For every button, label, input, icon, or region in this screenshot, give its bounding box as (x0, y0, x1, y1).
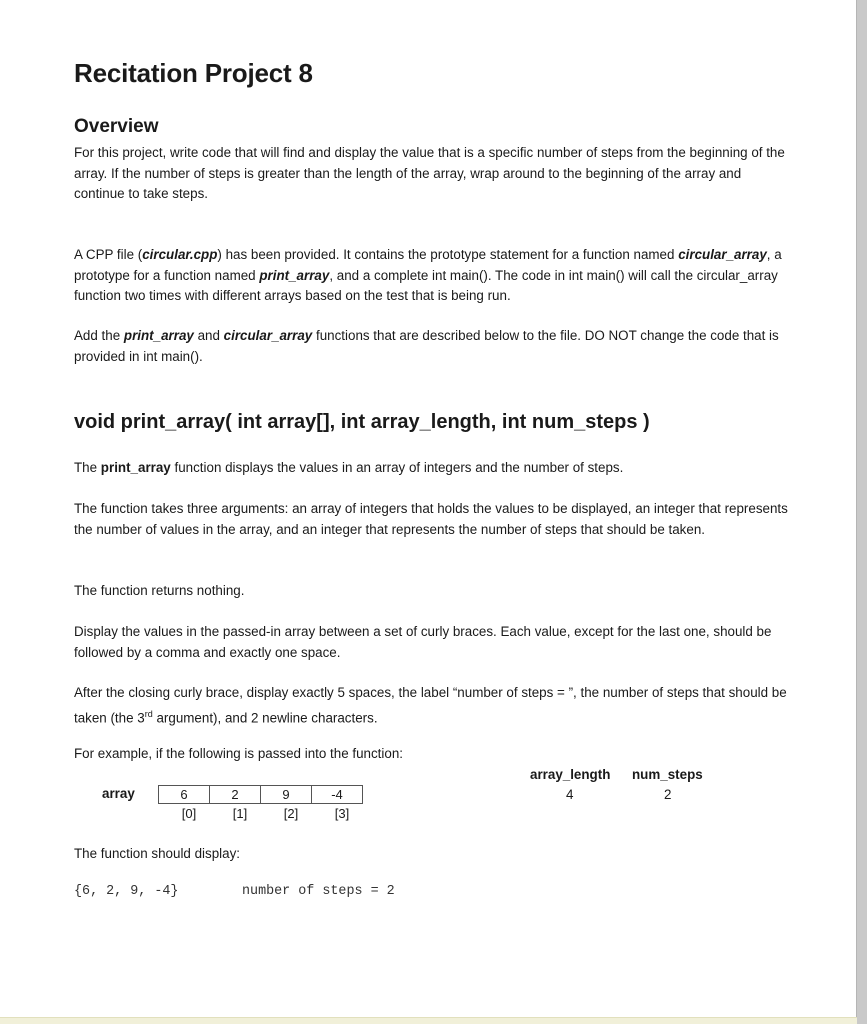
example-intro: For example, if the following is passed into the function: (74, 746, 403, 761)
array-label: array (102, 786, 135, 801)
scrollbar[interactable] (856, 0, 867, 1024)
array-length-value: 4 (566, 787, 574, 802)
array-cell: 9 (261, 786, 312, 804)
overview-paragraph: For this project, write code that will find and display the value that is a specific number of steps from the beginning of the array. If the number of steps is greater than the length of the array, wrap around to the beginning of the array and continue to take steps. (74, 145, 785, 201)
add-paragraph: Add the print_array and circular_array functions that are described below to the file. DO NOT change the code that is provided in int main(). (74, 328, 779, 364)
cpp-paragraph: A CPP file (circular.cpp) has been provided. It contains the prototype statement for a function named circular_array, a prototype for a function named print_array, and a complete int main(). The code in int main() will call the circular_array function two times with different arrays based on the test that is being run. (74, 247, 782, 303)
array-index: [1] (232, 806, 248, 821)
array-length-label: array_length (530, 767, 611, 782)
num-steps-label: num_steps (632, 767, 703, 782)
array-index: [3] (334, 806, 350, 821)
description-paragraph: The print_array function displays the values in an array of integers and the number of steps. (74, 460, 624, 475)
example-array (158, 785, 363, 804)
function-signature: void print_array( int array[], int array_length, int num_steps ) (74, 411, 650, 433)
array-index: [2] (283, 806, 299, 821)
output-steps: number of steps = 2 (242, 884, 395, 899)
output-values: {6, 2, 9, -4} (74, 884, 179, 899)
overview-heading: Overview (74, 116, 159, 137)
arguments-paragraph: The function takes three arguments: an array of integers that holds the values to be displayed, an integer that represents the number of values in the array, and an integer that represents the number of steps that should be taken. (74, 501, 788, 537)
array-index: [0] (181, 806, 197, 821)
returns-paragraph: The function returns nothing. (74, 583, 245, 598)
page-title: Recitation Project 8 (74, 58, 313, 88)
after-paragraph: After the closing curly brace, display exactly 5 spaces, the label “number of steps = ”, the number of steps that should be taken (the 3rd argument), and 2 newline characters. (74, 685, 787, 725)
should-display-text: The function should display: (74, 846, 240, 861)
array-cell: 2 (210, 786, 261, 804)
bottom-edge (0, 1017, 857, 1024)
array-cell: -4 (312, 786, 363, 804)
display-paragraph: Display the values in the passed-in array between a set of curly braces. Each value, except for the last one, should be followed by a comma and exactly one space. (74, 624, 772, 660)
array-cell: 6 (159, 786, 210, 804)
num-steps-value: 2 (664, 787, 672, 802)
